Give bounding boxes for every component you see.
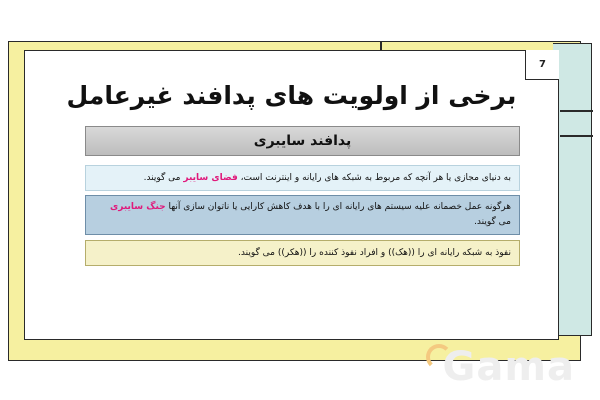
definition-box-cyberspace	[85, 165, 520, 191]
slide-title: برخی از اولویت های پدافند غیرعامل	[66, 81, 517, 110]
frame-divider	[560, 135, 593, 137]
section-heading-label: پدافند سایبری	[253, 133, 352, 149]
section-heading	[85, 126, 520, 156]
text-segment: هرگونه عمل خصمانه علیه سیستم های رایانه ای را با هدف کاهش کارایی یا ناتوان سازی آنها	[165, 202, 511, 212]
frame-divider	[560, 110, 593, 112]
watermark: Gama	[442, 344, 575, 390]
highlight-term: جنگ سایبری	[109, 202, 166, 212]
definition-text	[94, 171, 511, 186]
page-number: 7	[525, 50, 559, 80]
definition-box-cyberwar	[85, 195, 520, 235]
definition-text-line2: می گویند.	[474, 217, 511, 227]
slide-panel	[24, 50, 559, 340]
highlight-term: فضای سایبر	[183, 172, 238, 183]
text-segment: می گویند.	[143, 172, 184, 183]
definition-text	[94, 200, 511, 215]
text-segment: به دنیای مجازی یا هر آنچه که مربوط به شبکه های رایانه و اینترنت است،	[237, 172, 511, 183]
definition-text: نفوذ به شبکه رایانه ای را ((هک)) و افراد نفوذ کننده را ((هکر)) می گویند.	[238, 247, 511, 258]
definition-box-hack	[85, 240, 520, 266]
